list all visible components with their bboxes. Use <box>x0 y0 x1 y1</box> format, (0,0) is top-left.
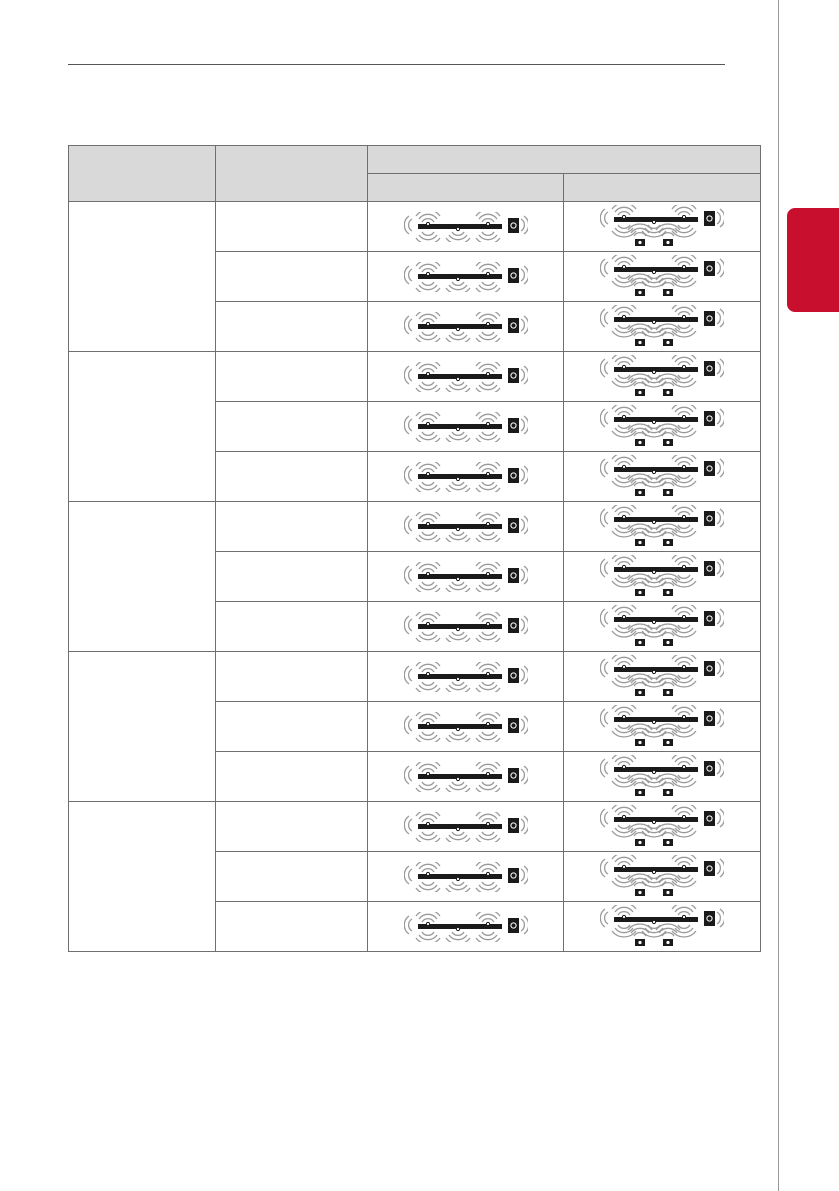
config-a-cell <box>368 552 564 602</box>
config-a-cell <box>368 402 564 452</box>
group-label <box>69 202 216 352</box>
soundbar-subwoofer-rear-speakers-icon <box>600 205 724 249</box>
config-a-cell <box>368 852 564 902</box>
soundbar-subwoofer-rear-speakers-icon <box>600 655 724 699</box>
soundbar-subwoofer-rear-speakers-icon <box>600 855 724 899</box>
header-col1 <box>69 146 216 202</box>
config-b-cell <box>564 802 761 852</box>
soundbar-with-subwoofer-icon <box>404 262 528 292</box>
row-label <box>216 502 368 552</box>
row-label <box>216 652 368 702</box>
config-b-cell <box>564 402 761 452</box>
table-row <box>69 652 761 702</box>
row-label <box>216 252 368 302</box>
header-sub2 <box>564 174 761 202</box>
soundbar-with-subwoofer-icon <box>404 812 528 842</box>
row-label <box>216 352 368 402</box>
config-a-cell <box>368 452 564 502</box>
table-row <box>69 502 761 552</box>
sound-mode-table <box>68 145 761 952</box>
soundbar-with-subwoofer-icon <box>404 412 528 442</box>
soundbar-with-subwoofer-icon <box>404 462 528 492</box>
soundbar-subwoofer-rear-speakers-icon <box>600 255 724 299</box>
header-col2 <box>216 146 368 202</box>
header-rule <box>68 64 725 65</box>
row-label <box>216 702 368 752</box>
soundbar-subwoofer-rear-speakers-icon <box>600 405 724 449</box>
config-a-cell <box>368 502 564 552</box>
soundbar-with-subwoofer-icon <box>404 862 528 892</box>
soundbar-with-subwoofer-icon <box>404 762 528 792</box>
config-b-cell <box>564 502 761 552</box>
config-a-cell <box>368 802 564 852</box>
header-sub1 <box>368 174 564 202</box>
config-b-cell <box>564 852 761 902</box>
soundbar-with-subwoofer-icon <box>404 512 528 542</box>
soundbar-with-subwoofer-icon <box>404 312 528 342</box>
group-label <box>69 502 216 652</box>
soundbar-subwoofer-rear-speakers-icon <box>600 755 724 799</box>
soundbar-subwoofer-rear-speakers-icon <box>600 305 724 349</box>
config-b-cell <box>564 652 761 702</box>
group-label <box>69 352 216 502</box>
soundbar-with-subwoofer-icon <box>404 912 528 942</box>
row-label <box>216 202 368 252</box>
config-b-cell <box>564 752 761 802</box>
soundbar-with-subwoofer-icon <box>404 562 528 592</box>
table-row <box>69 202 761 252</box>
soundbar-with-subwoofer-icon <box>404 612 528 642</box>
soundbar-with-subwoofer-icon <box>404 212 528 242</box>
row-label <box>216 552 368 602</box>
config-a-cell <box>368 702 564 752</box>
config-b-cell <box>564 552 761 602</box>
row-label <box>216 752 368 802</box>
soundbar-subwoofer-rear-speakers-icon <box>600 805 724 849</box>
row-label <box>216 452 368 502</box>
soundbar-subwoofer-rear-speakers-icon <box>600 355 724 399</box>
soundbar-with-subwoofer-icon <box>404 662 528 692</box>
soundbar-subwoofer-rear-speakers-icon <box>600 905 724 949</box>
config-b-cell <box>564 352 761 402</box>
config-b-cell <box>564 302 761 352</box>
soundbar-subwoofer-rear-speakers-icon <box>600 705 724 749</box>
config-b-cell <box>564 702 761 752</box>
config-a-cell <box>368 252 564 302</box>
config-a-cell <box>368 602 564 652</box>
chapter-tab <box>787 208 839 312</box>
config-a-cell <box>368 652 564 702</box>
soundbar-subwoofer-rear-speakers-icon <box>600 605 724 649</box>
config-a-cell <box>368 352 564 402</box>
row-label <box>216 402 368 452</box>
config-b-cell <box>564 252 761 302</box>
soundbar-with-subwoofer-icon <box>404 712 528 742</box>
soundbar-subwoofer-rear-speakers-icon <box>600 505 724 549</box>
config-b-cell <box>564 902 761 952</box>
row-label <box>216 902 368 952</box>
config-a-cell <box>368 752 564 802</box>
page-edge-line <box>778 0 779 1191</box>
config-a-cell <box>368 302 564 352</box>
config-b-cell <box>564 202 761 252</box>
soundbar-subwoofer-rear-speakers-icon <box>600 455 724 499</box>
group-label <box>69 652 216 802</box>
table-row <box>69 352 761 402</box>
header-output-group <box>368 146 761 174</box>
row-label <box>216 852 368 902</box>
config-a-cell <box>368 902 564 952</box>
config-b-cell <box>564 452 761 502</box>
config-a-cell <box>368 202 564 252</box>
row-label <box>216 802 368 852</box>
group-label <box>69 802 216 952</box>
row-label <box>216 302 368 352</box>
table-row <box>69 802 761 852</box>
soundbar-with-subwoofer-icon <box>404 362 528 392</box>
soundbar-subwoofer-rear-speakers-icon <box>600 555 724 599</box>
config-b-cell <box>564 602 761 652</box>
row-label <box>216 602 368 652</box>
